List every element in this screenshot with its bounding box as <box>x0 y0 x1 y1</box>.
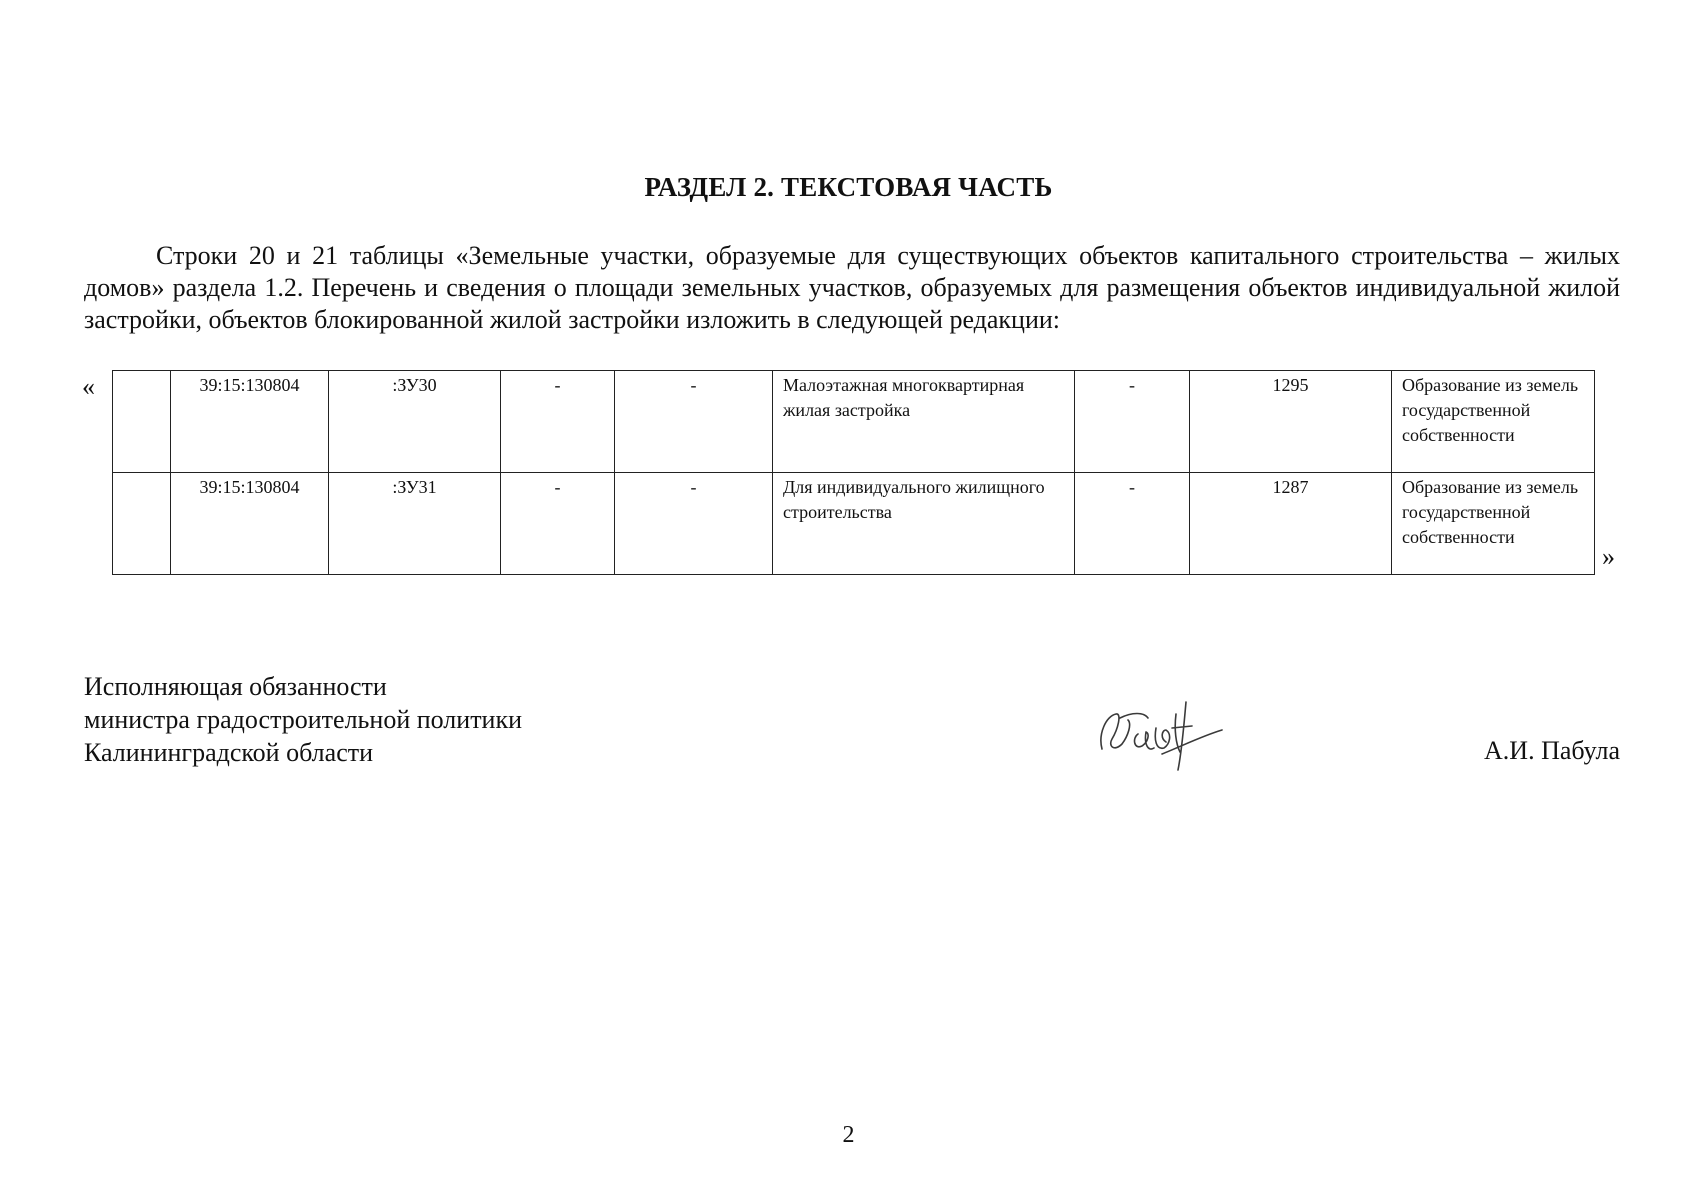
signatory-line-2: министра градостроительной политики <box>84 705 523 734</box>
signatory-name: А.И. Пабула <box>1484 736 1620 765</box>
page-number: 2 <box>842 1122 855 1148</box>
row-number-cell <box>113 371 171 473</box>
table-cell: - <box>615 473 773 575</box>
handwritten-signature <box>1092 694 1232 774</box>
signatory-position <box>84 670 522 769</box>
formation-method-cell: Образование из земель государственной собственности <box>1392 473 1595 575</box>
land-plots-table <box>112 370 1595 575</box>
table-cell: - <box>1075 371 1190 473</box>
table-cell: - <box>501 473 615 575</box>
area-cell: 1287 <box>1190 473 1392 575</box>
permitted-use-cell: Малоэтажная многоквартирная жилая застройка <box>773 371 1075 473</box>
row-number-cell <box>113 473 171 575</box>
opening-quote-mark: « <box>82 372 95 401</box>
section-heading: РАЗДЕЛ 2. ТЕКСТОВАЯ ЧАСТЬ <box>644 172 1053 202</box>
cadastral-block-cell: 39:15:130804 <box>171 473 329 575</box>
closing-quote-mark: » <box>1602 542 1615 571</box>
plot-id-cell: :ЗУ31 <box>329 473 501 575</box>
permitted-use-cell: Для индивидуального жилищного строительства <box>773 473 1075 575</box>
cadastral-block-cell: 39:15:130804 <box>171 371 329 473</box>
signatory-line-3: Калининградской области <box>84 738 374 767</box>
intro-paragraph: Строки 20 и 21 таблицы «Земельные участки, образуемые для существующих объектов капитального строительства – жилых домов» раздела 1.2. Перечень и сведения о площади земельных участков, образуемых для размещения объектов индивидуальной жилой застройки, объектов блокированной жилой застройки изложить в следующей редакции: <box>84 241 1620 334</box>
table-cell: - <box>1075 473 1190 575</box>
table-cell: - <box>615 371 773 473</box>
table-row <box>113 473 1595 575</box>
area-cell: 1295 <box>1190 371 1392 473</box>
table-row <box>113 371 1595 473</box>
formation-method-cell: Образование из земель государственной собственности <box>1392 371 1595 473</box>
table-cell: - <box>501 371 615 473</box>
plot-id-cell: :ЗУ30 <box>329 371 501 473</box>
signatory-line-1: Исполняющая обязанности <box>84 672 387 701</box>
